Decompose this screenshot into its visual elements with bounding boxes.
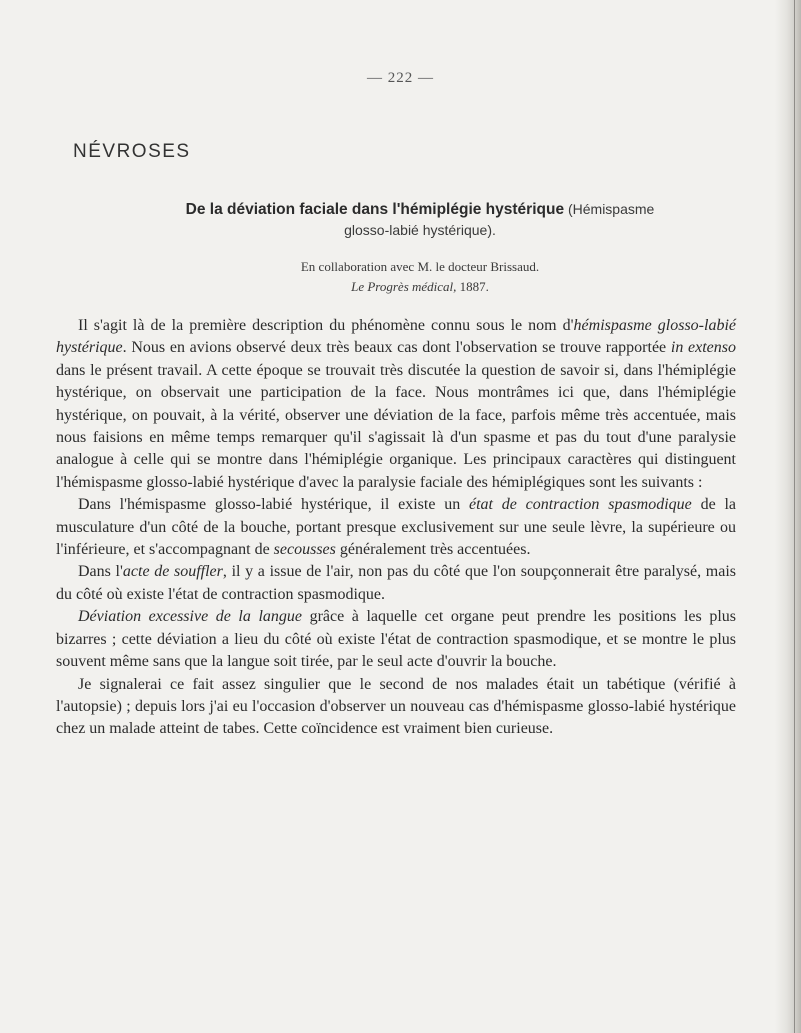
section-title: NÉVROSES <box>73 141 191 162</box>
text-run-italic: in extenso <box>670 339 737 357</box>
text-run: . Nous en avions observé deux très beaux cas dont l'observation se trouve rapportée <box>122 339 671 357</box>
collaboration-note: En collaboration avec M. le docteur Brissaud. <box>300 259 540 274</box>
paragraph <box>56 494 736 561</box>
text-run: généralement très accentuées. <box>335 541 531 559</box>
source-year: 1887. <box>456 279 489 294</box>
article-title-subtitle-2: glosso-labié hystérique). <box>344 222 496 238</box>
text-run: Dans l'hémispasme glosso-labié hystérique, il existe un <box>78 496 469 514</box>
source-citation <box>100 279 740 295</box>
text-run: Dans l' <box>78 563 123 581</box>
paragraph <box>56 561 736 606</box>
text-run: dans le présent travail. A cette époque se trouvait très discutée la question de savoir si, dans l'hémiplégie hystérique, on observait une participation de la face. Nous montrâmes ici que, dans l'hémiplégie hystérique, on pouvait, à la vérité, observer une déviation de la face, parfois même très accentuée, mais nous faisions en même temps remarquer qu'il s'agissait là d'un spasme et pas du tout d'une paralysie analogue à celle qui se montre dans l'hémiplégie organique. Les principaux caractères qui distinguent l'hémispasme glosso-labié hystérique d'avec la paralysie faciale des hémiplégiques sont les suivants : <box>56 361 736 491</box>
page-number: — 222 — <box>367 70 434 86</box>
text-run: grâce à laquelle cet organe peut prendre les positions les plus bizarres ; cette déviation a lieu du côté où existe l'état de contraction spasmodique, et se montre le plus souvent même sans que la langue soit tirée, par le seul acte d'ouvrir la bouche. <box>56 608 736 671</box>
text-run-italic: Déviation excessive de la langue <box>78 608 302 626</box>
paragraph <box>56 674 736 741</box>
article-title <box>100 199 740 241</box>
page-edge-shadow <box>775 0 801 1033</box>
paragraph <box>56 315 736 494</box>
text-run-italic: acte de souffler <box>122 563 223 581</box>
text-run: de la musculature d'un côté de la bouche, portant presque exclusivement sur une seule lèvre, la supérieure ou l'inférieure, et s'accompagnant de <box>56 496 737 559</box>
text-run-italic: état de contraction spasmodique <box>469 496 692 514</box>
body-text <box>56 315 736 741</box>
text-run-italic: secousses <box>273 541 336 559</box>
text-run: Je signalerai ce fait assez singulier que le second de nos malades était un tabétique (vérifié à l'autopsie) ; depuis lors j'ai eu l'occasion d'observer un nouveau cas d'hémispasme glosso-labié hystérique chez un malade atteint de tabes. Cette coïncidence est vraiment bien curieuse. <box>56 675 736 738</box>
article-title-subtitle-1: (Hémispasme <box>564 201 655 217</box>
text-run-italic: hémispasme glosso-labié hystérique <box>56 317 736 357</box>
article-title-bold: De la déviation faciale dans l'hémiplégie hystérique <box>185 201 565 218</box>
text-run: , il y a issue de l'air, non pas du côté que l'on soupçonnerait être paralysé, mais du côté où existe l'état de contraction spasmodique. <box>56 563 737 603</box>
text-run: Il s'agit là de la première description du phénomène connu sous le nom d' <box>78 317 574 334</box>
source-journal: Le Progrès médical, <box>351 279 457 294</box>
page-edge-line <box>794 0 795 1033</box>
paragraph <box>56 606 736 673</box>
